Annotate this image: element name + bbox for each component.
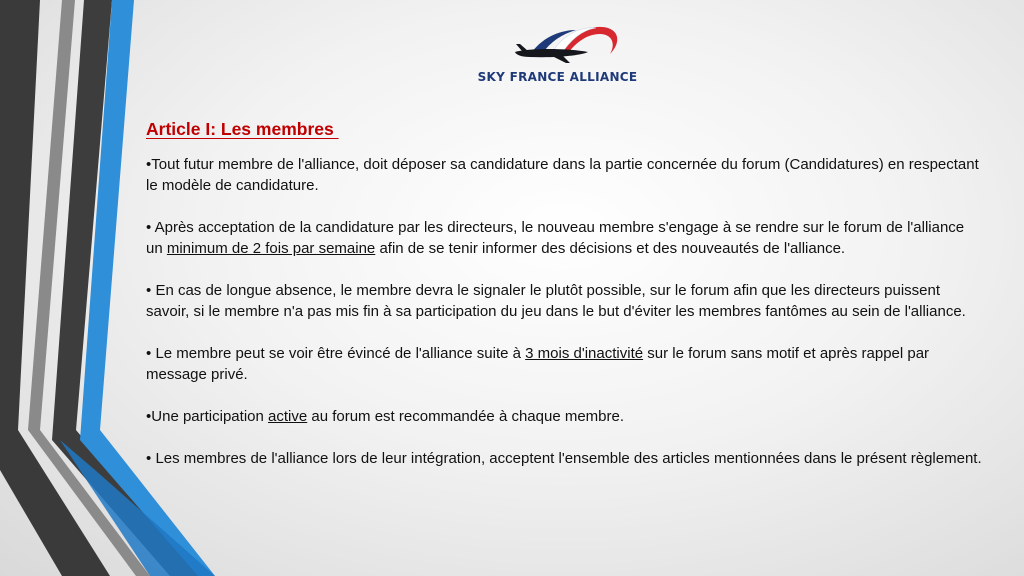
paragraph-text: Le membre peut se voir être évincé de l'alliance suite à <box>155 345 526 362</box>
paragraph-text: Les membres de l'alliance lors de leur intégration, acceptent l'ensemble des articles mentionnées dans le présent règlement. <box>155 450 982 467</box>
bullet: • <box>146 219 152 236</box>
paragraph-text: Tout futur membre de l'alliance, doit déposer sa candidature dans la partie concernée du forum (Candidatures) en respectant le modèle de candidature. <box>146 156 979 194</box>
paragraph-1 <box>146 154 984 196</box>
bullet: • <box>146 408 152 425</box>
underlined-text: active <box>268 408 308 425</box>
logo-text: SKY FRANCE ALLIANCE <box>477 70 638 84</box>
paragraph-2 <box>146 217 984 259</box>
article-title: Article I: Les membres <box>146 119 339 139</box>
paragraph-4 <box>146 343 984 385</box>
paragraph-3 <box>146 280 984 322</box>
paragraph-text: Après acceptation de la candidature par les directeurs, le nouveau membre s'engage à se rendre sur le forum de l'alliance un <box>146 219 965 257</box>
bullet: • <box>146 345 152 362</box>
paragraph-5 <box>146 406 984 427</box>
paragraph-6 <box>146 448 984 469</box>
paragraph-text: au forum est recommandée à chaque membre. <box>307 408 625 425</box>
paragraph-text: En cas de longue absence, le membre devra le signaler le plutôt possible, sur le forum afin que les directeurs puissent savoir, si le membre n'a pas mis fin à sa participation du jeu dans le but d'éviter les membres fantômes au sein de l'alliance. <box>146 282 966 320</box>
underlined-text: 3 mois d'inactivité <box>525 345 644 362</box>
bullet: • <box>146 156 152 173</box>
paragraph-text: afin de se tenir informer des décisions et des nouveautés de l'alliance. <box>375 240 846 257</box>
paragraph-text: Une participation <box>151 408 268 425</box>
bullet: • <box>146 282 152 299</box>
underlined-text: minimum de 2 fois par semaine <box>166 240 376 257</box>
article-content <box>146 154 984 490</box>
logo <box>470 22 645 92</box>
airplane-logo-icon <box>470 22 645 70</box>
bullet: • <box>146 450 152 467</box>
paragraph-text: sur le forum sans motif et après rappel par message privé. <box>146 345 930 383</box>
